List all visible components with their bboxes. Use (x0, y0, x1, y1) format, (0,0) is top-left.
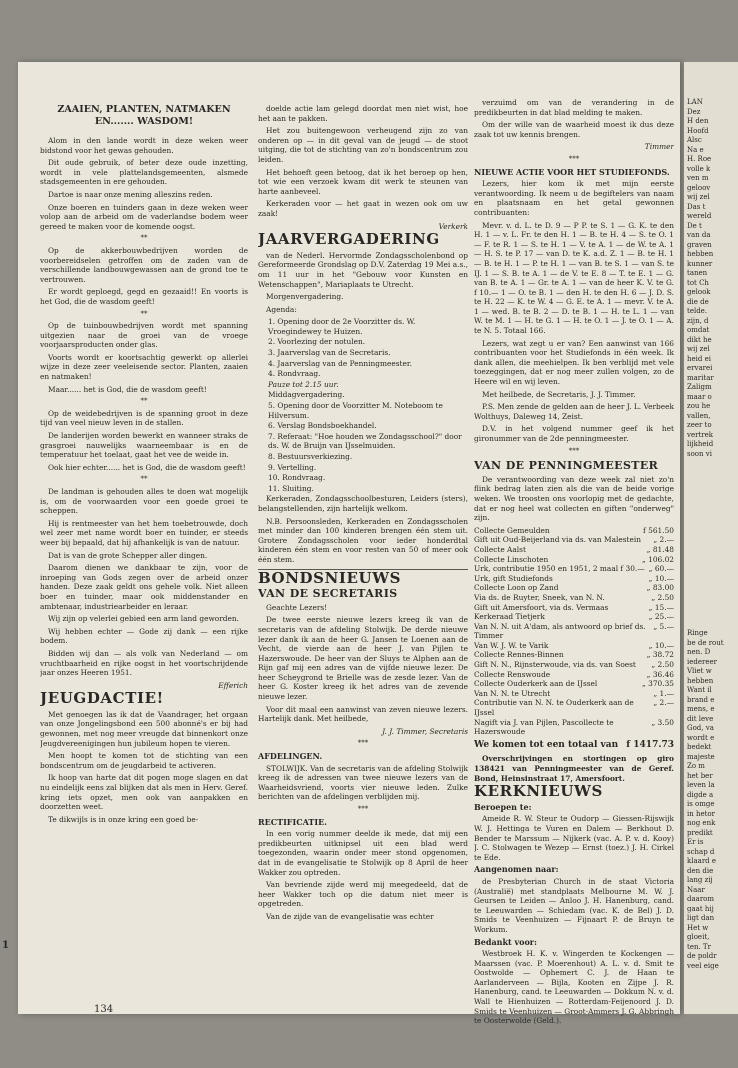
next-page-fragment: zou he (687, 402, 711, 410)
heading-bedankt: Bedankt voor: (474, 936, 537, 947)
next-page-fragment: volle k (687, 164, 711, 173)
paragraph: Ook hier echter...... het is God, die de wasdom geeft! (48, 462, 246, 472)
money-row: Collecte Loon op Zand „ 83.00 (474, 583, 674, 593)
next-page-fragment: die de (687, 297, 709, 306)
next-page-fragment: omdat (687, 326, 710, 334)
signature: Timmer (644, 142, 674, 152)
next-page-fragment: ligt dan (687, 914, 715, 922)
next-page-fragment: wereld (687, 212, 712, 220)
separator-stars: ** (140, 234, 148, 243)
next-page-fragment: De t (687, 221, 702, 230)
next-page-fragment: Ringe (687, 629, 708, 637)
paragraph: Lezers, hier kom ik met mijn eerste verantwoording. Ik neem u de begiftelers van naam en plaatsnaam en het getal gewonnen contribuanten: (474, 179, 674, 217)
money-row: Urk, gift Studiefonds „ 10.— (474, 573, 674, 583)
heading-aangenomen: Aangenomen naar: (474, 864, 559, 875)
heading-jeugdactie: JEUGDACTIE! (40, 689, 164, 708)
next-page-fragment: het ber (687, 771, 713, 780)
money-row: Kerkeraad Tietjerk „ 25.— (474, 612, 674, 622)
heading-afdelingen: AFDELINGEN. (258, 751, 323, 762)
next-page-fragment: digde a (687, 790, 714, 799)
total-row (474, 741, 674, 751)
paragraph: De verantwoording van deze week zal niet zo'n flink bedrag laten zien als die van de beide vorige weken. We troosten ons voorlopig met de gedachte, dat er nog heel wat collecten en giften "onderweg" zijn. (474, 474, 674, 523)
next-page-fragment: gaat hij (687, 904, 714, 913)
next-page-fragment: hebben (687, 676, 714, 685)
next-page-fragment: Vliet w (687, 667, 712, 675)
next-page-fragment: vallen, (687, 411, 711, 420)
agenda-item: 8. Bestuursverkiezing. (268, 452, 353, 461)
next-page-fragment: Want il (687, 686, 712, 694)
paragraph: verzuimd om van de verandering in de predikbeurten in dat blad melding te maken. (474, 98, 674, 117)
paragraph: Kerkeraden, Zondagsschoolbesturen, Leiders (sters), belangstellenden, zijn hartelijk welkom. (258, 494, 468, 513)
paragraph: N.B. Persoonsleden, Kerkeraden en Zondagsscholen met minder dan 100 kinderen brengen één stem uit. Grotere Zondagsscholen voor ieder honderdtal kinderen één stem en voor resten van 50 of meer ook één stem. (258, 516, 468, 564)
paragraph: Wij hebben echter — Gode zij dank — een rijke bodem. (40, 626, 248, 646)
paragraph: Van bevriende zijde werd mij meegedeeld, dat de heer Wakker toch op die datum niet meer is opgetreden. (258, 880, 468, 909)
agenda-item: 5. Opening door de Voorzitter M. Noteboom te Hilversum. (268, 401, 443, 420)
next-page-fragment: hebben (687, 250, 714, 258)
next-page-fragment: H den (687, 117, 709, 125)
agenda-item: 7. Referaat: "Hoe houden we Zondagsschool?" door ds. W. de Bruijn van IJsselmuiden. (268, 431, 462, 451)
next-page-fragment: tot Ch (687, 278, 709, 287)
paragraph: Voor dit maal een aanwinst van zeven nieuwe lezers. Hartelijk dank. Met heilbede, (258, 704, 468, 724)
page-number: 134 (94, 1004, 114, 1015)
money-row: Collecte Renswoude „ 36.46 (474, 669, 674, 679)
next-page-fragment: Zo m (687, 762, 705, 770)
paragraph: D.V. in het volgend nummer geef ik het gironummer van de 2de penningmeester. (474, 424, 674, 443)
signature: Efferich (218, 680, 248, 690)
separator-stars: ** (140, 309, 148, 318)
paragraph: P.S. Men zende de gelden aan de heer J. L. Verbeek Wolthuys, Daleweg 14, Zeist. (474, 402, 674, 421)
paragraph: Hij is rentmeester van het hem toebetrouwde, doch wel zeer met name wordt boer en tuinder, er steeds weer bij bepaald, dat hij afhankelijk is van de natuur. (40, 518, 248, 547)
paragraph: de Presbyterian Church in de staat Victoria (Australië) met standplaats Melbourne M. W. J. Geursen te Leiden — Anloo J. H. Hanenburg, cand. te Leeuwarden — Schiedam (vac. K. de Bel) J. D. Smids te Veenhuizen — Fijnaart P. de Bruyn te Workum. (474, 876, 674, 934)
giro-info: Overschrijvingen en stortingen op giro 138421 van Penningmeester van de Geref. Bond, Heinsinstraat 17, Amersfoort. (474, 754, 674, 783)
paragraph: Voorts wordt er koortsachtig gewerkt op allerlei wijze in deze zeer veeleisende sector. Planten, zaaien en natmaken! (40, 352, 248, 382)
paragraph: Ameide R. W. Steur te Oudorp — Giessen-Rijswijk W. J. Hettinga te Vuren en Dalem — Berkhout D. Bender te Marssum — Nijkerk (vac. A. P. v. d. Kooy) J. C. Stolwagen te Wezep — Ernst (toez.) J. H. Cirkel te Ede. (474, 814, 674, 862)
agenda-item: 9. Vertelling. (268, 462, 317, 472)
next-page-fragment: be de rout (687, 638, 724, 647)
separator-stars: ** (140, 397, 148, 406)
paragraph: Te dikwijls is in onze kring een goed be- (48, 814, 199, 824)
agenda-list (258, 317, 468, 493)
next-page-fragment: nen. D (687, 648, 711, 656)
agenda-item: Middagvergadering. (268, 390, 345, 400)
agenda-item: 3. Jaarverslag van de Secretaris. (268, 348, 391, 358)
next-page-fragment: majeste (687, 752, 715, 761)
separator-stars: *** (568, 154, 580, 163)
newspaper-page (18, 62, 680, 1026)
next-page-fragment: in hetor (687, 809, 715, 818)
next-page-fragment: Zaligm (687, 383, 712, 391)
agenda-item: 4. Rondvraag. (268, 369, 321, 379)
next-page-fragment: telde. (687, 307, 708, 315)
side-mark: 1 (2, 940, 9, 951)
next-page-fragment: veel eige (687, 961, 719, 970)
money-list (474, 526, 674, 737)
paragraph: Alom in den lande wordt in deze weken weer bidstond voor het gewas gehouden. (40, 136, 248, 155)
paragraph: In een vorig nummer deelde ik mede, dat mij een predikbeurten uitknipsel uit een blad werd toegezonden, waarin onder meer stond opgenomen, dat in de evangelisatie te Stolwijk op 8 April de heer Wakker zou optreden. (258, 829, 468, 877)
money-row: Collecte Rennes-Binnen „ 38.72 (474, 650, 674, 660)
paragraph: Dartoe is naar onze mening alleszins reden. (48, 189, 213, 199)
separator-stars: *** (357, 805, 369, 813)
next-page-fragment: wij zel (687, 345, 710, 353)
paragraph: Dit oude gebruik, of beter deze oude inzetting, wordt in vele plattelandsgemeenten, alsmede stadsgemeenten in ere gehouden. (40, 158, 248, 187)
money-row: Gift N. N., Rijnsterwoude, via ds. van Soest „ 2.50 (474, 660, 674, 670)
paragraph: Agenda: (266, 304, 297, 314)
paragraph: Lezers, wat zegt u er van? Een aanwinst van 166 contribuanten voor het Studiefonds in één week. Ik dank allen, die meehielpen. Ik ben verblijd met vele toezeggingen, dat er nog meer zullen volgen, zo de Heere wil en wij leven. (474, 338, 674, 387)
next-page-fragment: soon vi (687, 449, 712, 458)
next-page-fragment: gloeit, (687, 933, 710, 941)
next-page-fragment: is omge (687, 800, 715, 808)
agenda-item: 10. Rondvraag. (268, 473, 326, 483)
paragraph: Het zou buitengewoon verheugend zijn zo van onderen op — in dit geval van de jeugd — de stoot uitging, die tot de stichting van zo'n bondscentrum zou leiden. (258, 126, 468, 164)
article-title-zaaien: ZAAIEN, PLANTEN, NATMAKEN EN....... WASDOM! (57, 104, 231, 127)
total-label: We komen tot een totaal van (474, 739, 619, 750)
paragraph: Men hoopt te komen tot de stichting van een bondscentrum om de jeugdarbeid te activeren. (40, 751, 248, 770)
paragraph: Geachte Lezers! (266, 602, 328, 612)
next-page-fragment: bedekt (687, 743, 712, 751)
paragraph: Mevr. v. d. L. te D. 9 — P P. te S. 1 — G. K. te den H. 1 — v. L. Fr. te den H. 1 — B. te H. 4 — S. te O. 1 — F. te R. 1 — S. te H. 1 — V. te A. 1 — de W. te A. 1 — H. S. te P. 17 — van D. te K. a.d. Z. 1 — B. te H. 1 — B. te H. 1 — P. te H. 1 — van B. te S. 1 — van S. te IJ. 1 — S. B. te A. 1 — de V. te E. 8 — T. te E. 1 — G. van B. te A. 1 — Gr. te A. 1 — van de heer K. V. te G. f 10.— 1 — O. te B. 1 — den H. te den H. 6 — J. D. S. te H. 22 — K. te W. 4 — G. E. te A. 1 — mevr. V. te A. 1 — wed. B. te B. 2 — D. te B. 1 — H. te L. 1 — van W. te M. 1 — H. te G. 1 — H. te O. 1 — J. te O. 1 — A. te N. 5. Totaal 166. (474, 220, 674, 336)
paragraph: Met genoegen las ik dat de Vaandrager, het orgaan van onze Jongelingsbond een 500 abonné's er bij had gewonnen, met nog meer vreugde dat binnenkort onze Jeugdvereenigingen hun jubileum hopen te vieren. (40, 709, 248, 748)
paragraph: Daarom dienen we dankbaar te zijn, voor de inroeping van Gods zegen over de arbeid onzer handen. Deze zaak geldt ons gehele volk. Niet alleen boer en tuinder, maar ook middenstander en ambtenaar, industriearbeider en leraar. (40, 563, 248, 611)
next-page-fragment: Er is (687, 838, 704, 846)
paragraph: Op de akkerbouwbedrijven worden de voorbereidselen getroffen om de zaden van de verschillende landbouwgewassen aan de grond toe te vertrouwen. (40, 245, 248, 284)
next-page-fragment: graven (687, 240, 712, 249)
money-row: Van N. N. uit A'dam, als antwoord op brief ds. Timmer „ 5.— (474, 621, 674, 641)
next-page-fragment: Alsc (687, 136, 702, 144)
heading-rectificatie: RECTIFICATIE. (258, 816, 327, 827)
next-page-fragment: kunner (687, 259, 713, 268)
next-page-fragment: wordt e (687, 733, 715, 742)
heading-studiefonds: NIEUWE ACTIE VOOR HET STUDIEFONDS. (474, 166, 670, 177)
next-page-edge (684, 62, 738, 1014)
paragraph: De twee eerste nieuwe lezers kreeg ik van de secretaris van de afdeling Stolwijk. De derde nieuwe lezer dank ik aan de heer G. Jansen te Loenen aan de Vecht, de vierde aan de heer J. van Pijlen te Hazerswoude. De heer van der Sluys te Alphen aan de Rijn gaf mij een adres van de vijfde nieuwe lezer. De heer Scheygrond te Brielle was de zesde lezer. Van de heer G. Koster kreeg ik het adres van de zevende nieuwe lezer. (258, 615, 468, 702)
money-row: Van N. N. te Utrecht „ 1.— (474, 688, 674, 698)
money-row: Contributie van N. N. te Ouderkerk aan de IJssel „ 2.— (474, 698, 674, 718)
money-row: Van W. J. W. te Varik „ 10.— (474, 640, 674, 650)
heading-bondsnieuws: BONDSNIEUWS (258, 568, 402, 587)
paragraph: Met heilbede, de Secretaris, J. J. Timmer. (482, 389, 636, 399)
column-right (474, 98, 674, 1029)
money-row: Urk, contributie 1950 en 1951, 2 maal f 30.— „ 60.— (474, 564, 674, 574)
next-page-fragment: geloov (687, 183, 711, 192)
paragraph: Onze boeren en tuinders gaan in deze weken weer volop aan de arbeid om de vaderlandse bodem weer gereed te maken voor de komende oogst. (40, 202, 248, 231)
next-page-fragment: Na e (687, 145, 704, 154)
next-page-fragment: maritar (687, 373, 714, 382)
next-page-fragment: van da (687, 231, 711, 239)
next-page-fragment: ven m (687, 174, 709, 182)
next-page-fragment: brand e (687, 695, 715, 704)
paragraph: De landerijen worden bewerkt en wanneer straks de grasgroei nauwelijks waarneembaar is en de temperatuur het toelaat, gaat het vee de weide in. (40, 431, 248, 460)
separator-stars: *** (357, 739, 369, 748)
next-page-fragment: daarom (687, 895, 715, 903)
heading-secretaris: VAN DE SECRETARIS (258, 587, 398, 601)
paragraph: Om der wille van de waarheid moest ik dus deze zaak tot uw kennis brengen. (474, 120, 674, 139)
paragraph: Op de weidebedrijven is de spanning groot in deze tijd van veel nieuw leven in de stallen. (40, 408, 248, 428)
heading-jaarvergadering: JAARVERGADERING (258, 230, 440, 249)
signature: Verkerk (438, 221, 468, 231)
money-row: Gift uit Oud-Beijerland via ds. van Malestein „ 2.— (474, 535, 674, 545)
paragraph: Het behoeft geen betoog, dat ik het beroep op hen, tot wie een verzoek kwam dit werk te steunen van harte aanbeveel. (258, 167, 468, 196)
paragraph: Wij zijn op velerlei gebied een arm land geworden. (48, 614, 239, 624)
total-value: f 1417.73 (626, 739, 674, 750)
next-page-fragment: H. Roe (687, 155, 712, 163)
paragraph: Op de tuinbouwbedrijven wordt met spanning uitgezien naar de groei van de vroege voorjaarsproducten onder glas. (40, 321, 248, 350)
next-page-fragment: dikt he (687, 335, 712, 344)
money-row: Collecte Ouderkerk aan de IJssel „ 370.35 (474, 679, 674, 689)
column-middle (258, 104, 468, 925)
separator-stars: *** (568, 446, 580, 455)
next-page-fragment: leven la (687, 781, 715, 789)
next-page-fragment: iedereer (687, 657, 717, 666)
next-page-fragment: God, va (687, 724, 714, 732)
signature: J. J. Timmer, Secretaris (382, 726, 468, 736)
agenda-item: 6. Verslag Bondsboekhandel. (268, 421, 377, 431)
paragraph: Westbroek H. K. v. Wingerden te Kockengen — Maarssen (vac. P. Moerenhout) A. L. v. d. Smit te Oostwolde — Ophemert C. J. de Haan te Aarlanderveen — Bijla, Kooten en Zijpe J. R. Hanenburg, cand. te Leeuwarden — Dokkum N. v. d. Wall te Hienhuizen — Rotterdam-Feijenoord J. D. Smids te Veenhuizen — Groot-Ammers J. G. Abbringh te Oosterwolde (Geld.). (474, 949, 674, 1026)
next-page-fragment: klaard e (687, 857, 717, 865)
paragraph: Kerkeraden voor — het gaat in wezen ook om uw zaak! (258, 199, 468, 218)
next-page-fragments (684, 62, 738, 971)
money-row: Collecte Aalst „ 81.48 (474, 544, 674, 554)
next-page-fragment: tanen (687, 269, 708, 277)
next-page-fragment: den die (687, 866, 714, 875)
next-page-fragment: de poldr (687, 952, 717, 960)
money-row: Collecte Gemeulden f 561.50 (474, 525, 674, 535)
next-page-fragment: lijkheid (687, 440, 714, 448)
money-row: Collecte Linschoten „ 106.02 (474, 554, 674, 564)
separator-stars: ** (140, 475, 148, 484)
agenda-item: Pauze tot 2.15 uur. (268, 379, 339, 389)
paragraph: Morgenvergadering. (266, 292, 344, 302)
next-page-fragment: ervarei (687, 364, 713, 372)
next-page-fragment: lang zij (687, 876, 713, 884)
agenda-item: 4. Jaarverslag van de Penningmeester. (268, 358, 412, 368)
paragraph: Ik hoop van harte dat dit pogen moge slagen en dat nu eindelijk eens zal blijken dat als men in Herv. Geref. kring iets opzet, men ook van aanpakken en doorzetten weet. (40, 773, 248, 812)
next-page-fragment: predikt (687, 828, 713, 837)
next-page-fragment: mens, e (687, 705, 715, 713)
next-page-fragment: zijn, d (687, 316, 709, 325)
next-page-fragment: gelook (687, 288, 711, 296)
agenda-item: 2. Voorlezing der notulen. (268, 337, 366, 347)
next-page-fragment: zeer to (687, 421, 712, 429)
paragraph: STOLWIJK. Van de secretaris van de afdeling Stolwijk kreeg ik de adressen van twee nieuwe lezers van de Waarheidsvriend, voorts vier nieuwe leden. Zulke berichten van de afdelingen verblijden mij. (258, 763, 468, 802)
next-page-fragment: Hoofd (687, 126, 709, 135)
next-page-fragment: Dez (687, 107, 701, 116)
next-page-fragment: nog enk (687, 819, 716, 827)
next-page-fragment: vertrek (687, 430, 713, 439)
heading-kerknieuws: KERKNIEUWS (474, 782, 603, 801)
money-row: Gift uit Amersfoort, via ds. Vermaas „ 15.— (474, 602, 674, 612)
next-page-fragment: Das t (687, 202, 706, 211)
agenda-item: 11. Sluiting. (268, 483, 314, 493)
next-page-fragment: wij zel (687, 193, 710, 201)
next-page-fragment: LAN (687, 98, 703, 106)
paragraph: doelde actie lam gelegd doordat men niet wist, hoe het aan te pakken. (258, 104, 468, 123)
heading-beroepen: Beroepen te: (474, 801, 532, 812)
money-row: Nagift via J. van Pijlen, Pascollecte te Hazerswoude „ 3.50 (474, 717, 674, 737)
next-page-fragment: Naar (687, 885, 705, 894)
next-page-fragment: schap d (687, 847, 715, 856)
money-row: Via ds. de Ruyter, Sneek, van N. N. „ 2.50 (474, 592, 674, 602)
next-page-fragment: maar o (687, 392, 712, 401)
heading-penningmeester: VAN DE PENNINGMEESTER (474, 459, 659, 473)
agenda-item: 1. Opening door de 2e Voorzitter ds. W. Vroegindewey te Huizen. (268, 317, 416, 336)
paragraph: Maar...... het is God, die de wasdom geeft! (48, 384, 207, 394)
next-page-fragment: dit leve (687, 714, 714, 723)
next-page-fragment: heid ei (687, 354, 711, 363)
paragraph: Van de zijde van de evangelisatie was echter (266, 911, 434, 921)
paragraph: Bidden wij dan — als volk van Nederland — om vruchtbaarheid en rijke oogst in het voortschrijdende jaar onzes Heeren 1951. (40, 648, 248, 678)
next-page-fragment: Het w (687, 923, 709, 932)
paragraph: Er wordt geploegd, gegd en gezaaid!! En voorts is het God, die de wasdom geeft! (40, 287, 248, 306)
next-page-fragment: ten. Tr (687, 942, 711, 951)
column-left (40, 104, 248, 827)
paragraph: Dat is van de grote Schepper aller dingen. (48, 550, 208, 560)
paragraph: De landman is gehouden alles te doen wat mogelijk is, om de voorwaarden voor een goede groei te scheppen. (40, 487, 248, 516)
paragraph: van de Nederl. Hervormde Zondagsscholenbond op Gereformeerde Grondslag op D.V. Zaterdag 19 Mei a.s., om 11 uur in het "Gebouw voor Kunsten en Wetenschappen", Mariaplaats te Utrecht. (258, 250, 468, 289)
